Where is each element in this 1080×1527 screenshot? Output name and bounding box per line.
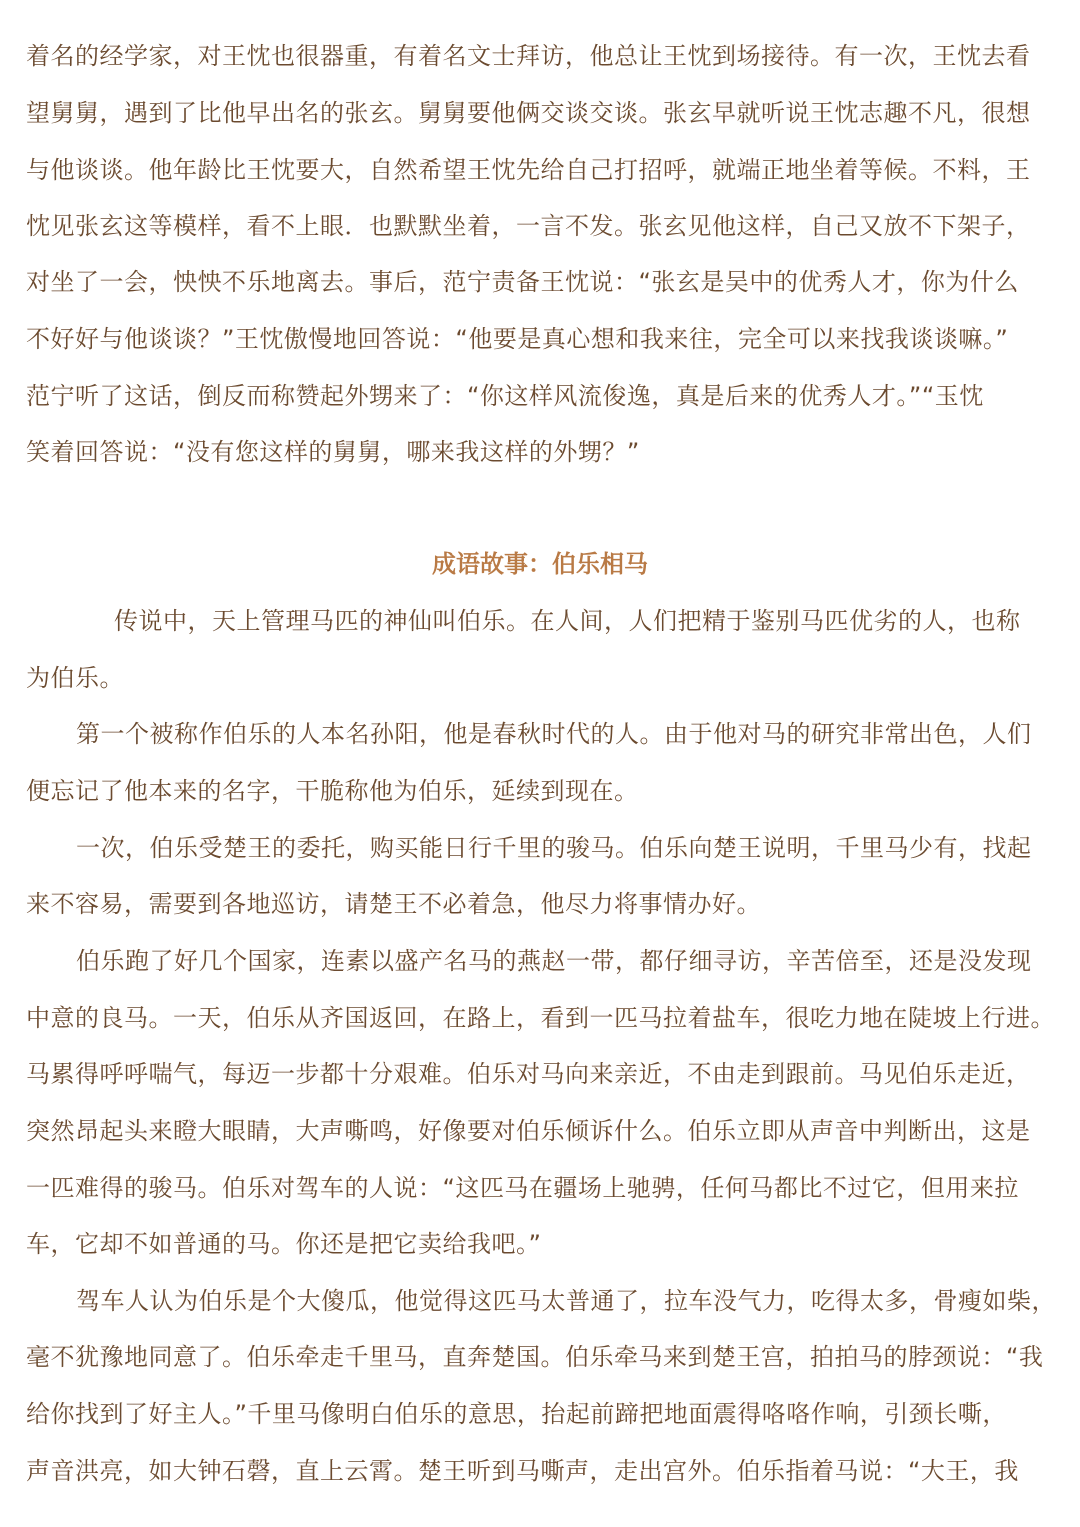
text-line: 突然昂起头来瞪大眼睛，大声嘶鸣，好像要对伯乐倾诉什么。伯乐立即从声音中判断出，这是: [26, 1117, 1031, 1145]
text-line: 笑着回答说：“没有您这样的舅舅，哪来我这样的外甥？”: [26, 438, 640, 466]
text-line: 不好好与他谈谈？”王忱傲慢地回答说：“他要是真心想和我来往，完全可以来找我谈谈嘛。”: [26, 325, 1009, 353]
text-line: 马累得呼呼喘气，每迈一步都十分艰难。伯乐对马向来亲近，不由走到跟前。马见伯乐走近，: [26, 1060, 1031, 1088]
section-title: 成语故事：伯乐相马: [432, 550, 648, 578]
text-line: 忱见张玄这等模样，看不上眼．也默默坐着，一言不发。张玄见他这样，自己又放不下架子，: [26, 212, 1031, 240]
text-line: 一匹难得的骏马。伯乐对驾车的人说：“这匹马在疆场上驰骋，任何马都比不过它，但用来拉: [26, 1174, 1019, 1202]
text-line: 中意的良马。一天，伯乐从齐国返回，在路上，看到一匹马拉着盐车，很吃力地在陡坡上行进。: [26, 1004, 1055, 1032]
text-line: 第一个被称作伯乐的人本名孙阳，他是春秋时代的人。由于他对马的研究非常出色，人们: [76, 720, 1032, 748]
text-line: 范宁听了这话，倒反而称赞起外甥来了：“你这样风流俊逸，真是后来的优秀人才。”“玉忱: [26, 382, 984, 410]
text-line: 伯乐跑了好几个国家，连素以盛产名马的燕赵一带，都仔细寻访，辛苦倍至，还是没发现: [76, 947, 1032, 975]
text-line: 驾车人认为伯乐是个大傻瓜，他觉得这匹马太普通了，拉车没气力，吃得太多，骨瘦如柴，: [76, 1287, 1056, 1315]
text-line: 声音洪亮，如大钟石磬，直上云霄。楚王听到马嘶声，走出宫外。伯乐指着马说：“大王，我: [26, 1457, 1019, 1485]
text-line: 望舅舅，遇到了比他早出名的张玄。舅舅要他俩交谈交谈。张玄早就听说王忱志趣不凡，很想: [26, 99, 1031, 127]
text-line: 传说中，天上管理马匹的神仙叫伯乐。在人间，人们把精于鉴别马匹优劣的人，也称: [114, 607, 1021, 635]
text-line: 车，它却不如普通的马。你还是把它卖给我吧。”: [26, 1230, 542, 1258]
text-line: 对坐了一会，怏怏不乐地离去。事后，范宁责备王忱说：“张玄是吴中的优秀人才，你为什么: [26, 268, 1019, 296]
text-line: 与他谈谈。他年龄比王忱要大，自然希望王忱先给自己打招呼，就端正地坐着等候。不料，王: [26, 156, 1031, 184]
text-line: 为伯乐。: [26, 664, 124, 692]
text-line: 来不容易，需要到各地巡访，请楚王不必着急，他尽力将事情办好。: [26, 890, 761, 918]
text-line: 给你找到了好主人。”千里马像明白伯乐的意思，抬起前蹄把地面震得咯咯作响，引颈长嘶，: [26, 1400, 1007, 1428]
text-line: 一次，伯乐受楚王的委托，购买能日行千里的骏马。伯乐向楚王说明，千里马少有，找起: [76, 834, 1032, 862]
text-line: 便忘记了他本来的名字，干脆称他为伯乐，延续到现在。: [26, 777, 639, 805]
text-line: 着名的经学家，对王忱也很器重，有着名文士拜访，他总让王忱到场接待。有一次，王忱去看: [26, 42, 1031, 70]
text-line: 毫不犹豫地同意了。伯乐牵走千里马，直奔楚国。伯乐牵马来到楚王宫，拍拍马的脖颈说：“我: [26, 1343, 1044, 1371]
